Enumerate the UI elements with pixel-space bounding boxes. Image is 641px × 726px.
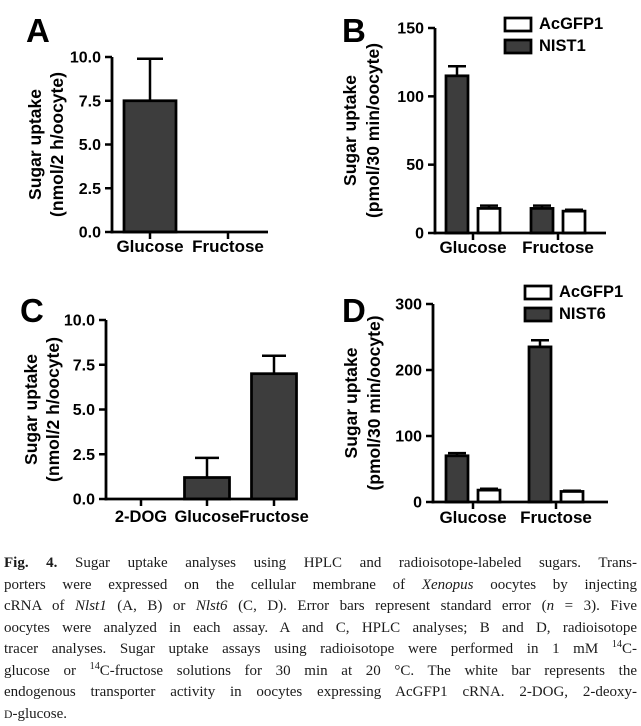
y-axis-units: (pmol/30 min/oocyte) <box>364 315 384 491</box>
bar-acgfp1-fructose <box>561 491 583 502</box>
y-axis-units: (pmol/30 min/oocyte) <box>363 42 383 219</box>
x-category-label: Glucose <box>174 508 240 526</box>
y-tick-label: 5.0 <box>78 137 101 154</box>
chart-svg-c <box>0 272 309 550</box>
caption-segment: Xenopus <box>421 576 474 593</box>
y-axis-units: (nmol/2 h/oocyte) <box>43 337 63 482</box>
y-axis-title: Sugar uptake <box>21 354 41 465</box>
caption-segment: oocytes were analyzed in each assay. A and C, HPLC analyses; B and D, radioisotope <box>4 619 637 636</box>
y-tick-label: 0.0 <box>78 224 101 242</box>
y-tick-label: 150 <box>397 20 424 38</box>
bar-acgfp1-fructose <box>563 211 585 233</box>
y-axis-title: Sugar uptake <box>341 347 361 459</box>
caption-segment: (C, D). Error bars represent standard error ( <box>227 598 547 614</box>
caption-line <box>4 639 637 661</box>
caption-line <box>4 575 637 597</box>
caption-segment: Sugar uptake analyses using HPLC and radioisotope-labeled sugars. Trans- <box>57 555 637 571</box>
chart-svg-d <box>300 272 641 550</box>
legend-swatch-acgfp1 <box>525 286 551 299</box>
caption-line <box>4 661 637 683</box>
chart-svg-a <box>0 0 300 272</box>
x-category-label: Glucose <box>439 508 507 527</box>
caption-segment: D <box>4 707 13 721</box>
caption-segment: n <box>546 598 555 614</box>
y-tick-label: 2.5 <box>72 446 95 464</box>
panel-letter-a: A <box>26 12 50 49</box>
y-tick-label: 0 <box>415 225 424 243</box>
caption-segment: 14 <box>611 639 622 650</box>
bar-nist1-fructose <box>531 208 553 233</box>
y-tick-label: 0 <box>413 494 422 512</box>
panel-c-chart <box>0 272 309 550</box>
caption-segment: 14 <box>89 660 100 672</box>
y-tick-label: 10.0 <box>63 312 95 330</box>
x-category-label: Fructose <box>239 508 309 526</box>
caption-segment: (A, B) or <box>106 598 196 614</box>
y-axis-title: Sugar uptake <box>25 89 45 200</box>
bar-nist6-fructose <box>252 374 297 499</box>
caption-segment: porters were expressed on the cellular membrane of <box>4 576 422 593</box>
bar-acgfp1-glucose <box>478 490 500 502</box>
y-tick-label: 7.5 <box>72 357 95 375</box>
x-category-label: Glucose <box>439 238 507 257</box>
legend-label-acgfp1: AcGFP1 <box>539 15 604 33</box>
caption-segment: Nlst6 <box>195 598 228 614</box>
caption-segment: tracer analyses. Sugar uptake assays using radioisotope were performed in 1 mM <box>4 641 612 657</box>
bar-nist6-glucose <box>185 478 230 499</box>
bar-nist6-fructose <box>529 347 551 502</box>
panel-b-chart <box>300 0 641 272</box>
panel-letter-b: B <box>342 12 366 49</box>
panel-letter-c: C <box>20 292 44 329</box>
y-tick-label: 300 <box>395 296 422 314</box>
caption-segment: C-fructose solutions for 30 min at 20 °C. The white bar represents the <box>99 662 637 679</box>
panel-a-chart <box>0 0 300 272</box>
y-tick-label: 100 <box>397 88 424 106</box>
caption-segment: Fig. 4. <box>4 555 58 571</box>
y-tick-label: 50 <box>406 157 424 175</box>
y-tick-label: 5.0 <box>72 402 95 419</box>
bar-nist6-glucose <box>446 456 468 502</box>
caption-segment: glucose or <box>4 662 90 679</box>
y-axis-units: (nmol/2 h/oocyte) <box>47 72 67 217</box>
caption-segment: endogenous transporter activity in oocytes expressing AcGFP1 cRNA. 2-DOG, 2-deoxy- <box>4 684 637 700</box>
bar-nist1-glucose <box>124 101 176 232</box>
legend-label-nist6: NIST6 <box>559 305 606 323</box>
panel-d-chart <box>300 272 641 550</box>
caption-segment: oocytes by injecting <box>473 576 637 593</box>
y-tick-label: 200 <box>395 362 422 380</box>
panel-letter-d: D <box>342 292 366 329</box>
y-tick-label: 0.0 <box>72 491 95 509</box>
bar-nist1-glucose <box>446 76 468 233</box>
x-category-label: Fructose <box>520 508 592 527</box>
caption-segment: -glucose. <box>12 705 68 722</box>
caption-segment: Nlst1 <box>75 598 107 614</box>
caption-line <box>4 553 637 575</box>
caption-line <box>4 596 637 618</box>
y-tick-label: 7.5 <box>78 93 101 111</box>
legend-label-nist1: NIST1 <box>539 37 586 55</box>
y-tick-label: 2.5 <box>78 180 101 198</box>
caption-line <box>4 704 637 726</box>
x-category-label: 2-DOG <box>114 508 168 526</box>
x-category-label: Fructose <box>522 238 594 257</box>
figure-caption <box>0 550 641 725</box>
x-category-label: Glucose <box>116 237 184 256</box>
legend-swatch-nist6 <box>525 308 551 321</box>
caption-line <box>4 618 637 640</box>
bar-acgfp1-glucose <box>478 208 500 233</box>
chart-svg-b <box>300 0 641 272</box>
legend-label-acgfp1: AcGFP1 <box>559 283 624 301</box>
caption-line <box>4 682 637 704</box>
x-category-label: Fructose <box>192 237 264 256</box>
y-axis-title: Sugar uptake <box>340 75 360 186</box>
y-tick-label: 10.0 <box>69 49 101 67</box>
caption-segment: cRNA of <box>4 598 76 614</box>
caption-segment: = 3). Five <box>554 598 637 614</box>
caption-segment: C- <box>622 641 637 657</box>
legend-swatch-acgfp1 <box>505 18 531 31</box>
legend-swatch-nist1 <box>505 40 531 53</box>
y-tick-label: 100 <box>395 428 422 446</box>
